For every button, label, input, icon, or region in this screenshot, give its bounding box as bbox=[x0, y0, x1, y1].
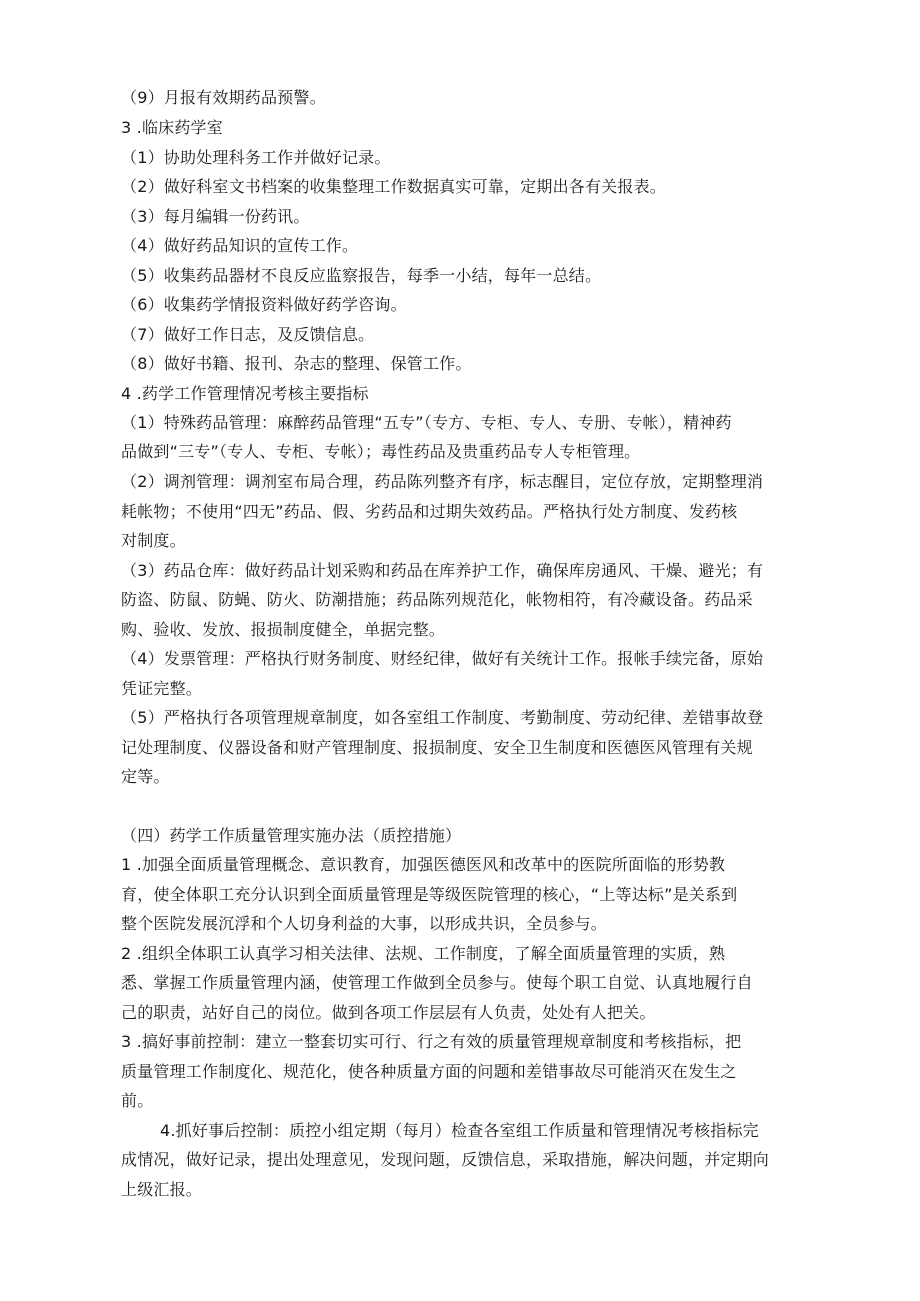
text-line: （2）做好科室文书档案的收集整理工作数据真实可靠，定期出各有关报表。 bbox=[121, 177, 666, 196]
text-line: 3 .搞好事前控制：建立一整套切实可行、行之有效的质量管理规章制度和考核指标，把 bbox=[121, 1032, 742, 1051]
text-line: 记处理制度、仪器设备和财产管理制度、报损制度、安全卫生制度和医德医风管理有关规 bbox=[121, 738, 753, 757]
text-line: 定等。 bbox=[121, 767, 170, 786]
text-line: 悉、掌握工作质量管理内涵，使管理工作做到全员参与。使每个职工自觉、认真地履行自 bbox=[121, 973, 753, 992]
text-line: （1）特殊药品管理：麻醉药品管理“五专”（专方、专柜、专人、专册、专帐），精神药 bbox=[121, 413, 732, 432]
text-line: 2 .组织全体职工认真学习相关法律、法规、工作制度，了解全面质量管理的实质，熟 bbox=[121, 944, 726, 963]
text-line: （4）发票管理：严格执行财务制度、财经纪律，做好有关统计工作。报帐手续完备，原始 bbox=[121, 649, 764, 668]
text-line: 质量管理工作制度化、规范化，使各种质量方面的问题和差错事故尽可能消灭在发生之 bbox=[121, 1062, 737, 1081]
text-line: 凭证完整。 bbox=[121, 679, 203, 698]
text-line: （9）月报有效期药品预警。 bbox=[121, 88, 326, 107]
text-line: 上级汇报。 bbox=[121, 1180, 203, 1199]
text-line: 整个医院发展沉浮和个人切身利益的大事，以形成共识，全员参与。 bbox=[121, 914, 608, 933]
text-line: 育，使全体职工充分认识到全面质量管理是等级医院管理的核心，“上等达标”是关系到 bbox=[121, 885, 738, 904]
text-line: （4）做好药品知识的宣传工作。 bbox=[121, 236, 359, 255]
text-line: （8）做好书籍、报刊、杂志的整理、保管工作。 bbox=[121, 354, 472, 373]
text-line: （5）严格执行各项管理规章制度，如各室组工作制度、考勤制度、劳动纪律、差错事故登 bbox=[121, 708, 764, 727]
text-line: （5）收集药品器材不良反应监察报告，每季一小结，每年一总结。 bbox=[121, 266, 602, 285]
text-line: （2）调剂管理：调剂室布局合理，药品陈列整齐有序，标志醒目，定位存放，定期整理消 bbox=[121, 472, 764, 491]
text-line: 成情况，做好记录，提出处理意见，发现问题，反馈信息，采取措施，解决问题，并定期向 bbox=[121, 1150, 770, 1169]
text-line: （3）每月编辑一份药讯。 bbox=[121, 207, 310, 226]
section-heading: 3 .临床药学室 bbox=[121, 118, 223, 137]
text-line: 防盗、防鼠、防蝇、防火、防潮措施；药品陈列规范化，帐物相符，有冷藏设备。药品采 bbox=[121, 590, 753, 609]
text-line: （6）收集药学情报资料做好药学咨询。 bbox=[121, 295, 407, 314]
text-line: 1 .加强全面质量管理概念、意识教育，加强医德医风和改革中的医院所面临的形势教 bbox=[121, 855, 726, 874]
text-line: 对制度。 bbox=[121, 531, 186, 550]
text-line: （1）协助处理科务工作并做好记录。 bbox=[121, 148, 391, 167]
text-line: 品做到“三专”（专人、专柜、专帐）；毒性药品及贵重药品专人专柜管理。 bbox=[121, 442, 641, 461]
text-line: 己的职责，站好自己的岗位。做到各项工作层层有人负责，处处有人把关。 bbox=[121, 1003, 656, 1022]
text-line: 4.抓好事后控制：质控小组定期（每月）检查各室组工作质量和管理情况考核指标完 bbox=[160, 1121, 759, 1140]
text-line: （7）做好工作日志，及反馈信息。 bbox=[121, 325, 375, 344]
text-line: 购、验收、发放、报损制度健全，单据完整。 bbox=[121, 620, 446, 639]
section-heading: 4 .药学工作管理情况考核主要指标 bbox=[121, 384, 369, 403]
text-line: 耗帐物；不使用“四无”药品、假、劣药品和过期失效药品。严格执行处方制度、发药核 bbox=[121, 502, 738, 521]
text-line: 前。 bbox=[121, 1091, 154, 1110]
section-heading: （四）药学工作质量管理实施办法（质控措施） bbox=[121, 826, 462, 845]
text-line: （3）药品仓库：做好药品计划采购和药品在库养护工作，确保库房通风、干燥、避光；有 bbox=[121, 561, 764, 580]
